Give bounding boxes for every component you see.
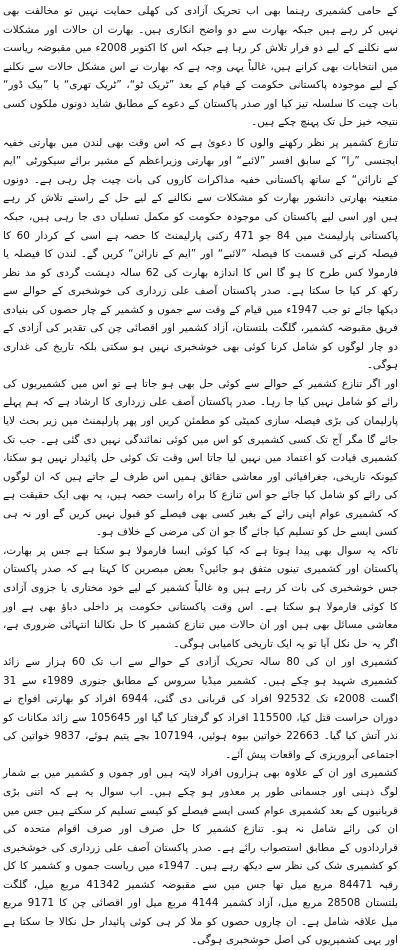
article-paragraph-3: اور اگر تنازع کشمیر کے حوالے سے کوئی حل بھی ہو جاتا ہے تو اس میں کشمیریوں کی رائے کو شامل نہیں کیا جا رہا۔ صدر پاکستان آصف علی زرداری کا ارشاد ہے کہ ہم پہلے پارلیمان کی بڑی فیصلہ سازی کمیٹی کو مطمئن کریں اور پھر پارلیمنٹ میں زیر بحث لایا جائے گا مگر آج تک کسی کشمیری کو اس میں کوئی نمائندگی نہیں دی گئی ہے۔ جب تک کشمیری قیادت کو اعتماد میں نہیں لیا جاتا اس وقت تک کوئی حل پائیدار نہیں ہو سکتا، کیونکہ تاریخی، جغرافیائی اور معاشی حقائق ہمیں اس طرف لے جاتے ہیں کہ ان لوگوں کی رائے کو شامل کیا جائے جو اس تنازع کا براہ راست حصہ ہیں، یہ بھی ایک حقیقت ہے کہ کشمیری عوام اپنی رائے کے بغیر کسی بھی فیصلے کو قبول نہیں کریں گے اور نہ ہی کسی ایسے حل کو تسلیم کیا جائے گا جو ان کی مرضی کے خلاف ہو۔ [3, 377, 398, 539]
article-paragraph-2: تنازع کشمیر پر نظر رکھنے والوں کا دعویٰ ہے کہ اس وقت بھی لندن میں بھارتی خفیہ ایجنسی ”را“ کے سابق افسر ”لائبے“ اور بھارتی وزیراعظم کے مشیر برائے سیکورٹی ”ایم کے نارائن“ کے ساتھ پاکستانی خفیہ مذاکرات کاروں کی بات چیت چل رہی ہے۔ دونوں متعینہ بھارتی دانشور بھارت کو مشکلات سے نکالنے کے لیے حل کے راستے تلاش کر رہے ہیں اور اسی لیے پاکستان کی موجودہ حکومت کو مکمل تسلیاں دی جا رہی ہیں، جبکہ پاکستانی پارلیمنٹ میں 84 جو 471 رکنی پارلیمنٹ کا حصہ ہے اسی کے کردار 60 کا فیصلہ کرنے کی قسمت کا فیصلہ ”لائبے“ اور ”ایم کے نارائن“ کریں گے۔ لندن کا فیصلہ یا فارمولا کس طرح کا ہو گا اس کا اندازہ بھارت کی 62 سالہ دہشت گردی کو مد نظر رکھ کر کیا جا سکتا ہے۔ صدر پاکستان آصف علی زرداری کی خوشخبری کے حوالے سے دیکھا جائے تو جب 1947ء میں قیام کے وقت سے جموں و کشمیر کے چار حصوں کی بنیادی فریق مقبوضہ کشمیر، گلگت بلتستان، آزاد کشمیر اور اقصائی چن کی تقدیر کی آزادی کے دو چار لوگوں کو شامل کرنا کوئی بھی خوشخبری نہیں ہو سکتی بلکہ تاریخ کی غداری ہوگی۔ [3, 136, 399, 372]
article-paragraph-6: کشمیری اور ان کے علاوہ بھی ہزاروں افراد لاپتہ ہیں اور جموں و کشمیر میں بے شمار لوگ ذہنی اور جسمانی طور پر معذور ہو چکے ہیں۔ اب سوال یہ ہے کہ اتنی بڑی قربانیوں کے بعد کشمیری عوام کسی ایسے فیصلے کو کیسے تسلیم کر سکتے ہیں جس میں ان کی رائے شامل نہ ہو۔ تنازع کشمیر کا حل صرف اور صرف اقوام متحدہ کی قراردادوں کے مطابق استصواب رائے ہے۔ صدر پاکستان آصف علی زرداری کی خوشخبری کو کشمیری شک کی نظر سے دیکھ رہے ہیں۔ 1947ء میں ریاست جموں و کشمیر کا کل رقبہ 84471 مربع میل تھا جس میں سے مقبوضہ کشمیر 41342 مربع میل، گلگت بلتستان 28508 مربع میل، آزاد کشمیر 4144 مربع میل اور اقصائی چن کا 9171 مربع میل علاقہ شامل ہے۔ ان چاروں حصوں کو ملا کر ہی کوئی پائیدار حل نکالا جا سکتا ہے اور یہی کشمیریوں کی اصل خوشخبری ہوگی۔ [3, 767, 398, 947]
urdu-article-column [3, 2, 399, 947]
article-paragraph-4: تاکہ یہ سوال بھی پیدا ہوتا ہے کہ کیا کوئی ایسا فارمولا ہو سکتا ہے جس پر بھارت، پاکستان اور کشمیری تینوں متفق ہو جائیں؟ بعض مبصرین کا کہنا ہے کہ صدر پاکستان جس خوشخبری کی بات کر رہے ہیں وہ غالباً کشمیر کے لیے خود مختاری یا جزوی آزادی کا کوئی فارمولا ہو سکتا ہے۔ اس وقت پاکستانی حکومت پر داخلی دباؤ بھی ہے اور معاشی مسائل بھی ہیں اور ان حالات میں تنازع کشمیر کا حل نکالنا انتہائی ضروری ہے، اگر یہ حل نکل آیا تو یہ ایک تاریخی کامیابی ہوگی۔ [3, 544, 398, 650]
article-paragraph-1: کے حامی کشمیری رہنما بھی اب تحریک آزادی کی کھلی حمایت نہیں تو مخالفت بھی نہیں کر رہے ہیں جبکہ بھارت سے دو واضح انکاری ہیں۔ بھارت ان حالات اور مشکلات سے نکلنے کے لیے دو فرار تلاش کر رہا ہے جبکہ اس کا اکتوبر 2008ء میں مقبوضہ ریاست میں انتخابات بھی کرانے ہیں، غالباً یہی وجہ ہے کہ بھارت نے اس مشکل حالات سے نکلنے کے لیے موجودہ پاکستانی حکومت کے قیام کے بعد ”ٹریک ٹو“، ”ٹریک تھری“ یا ”بیک ڈور“ بات چیت کا سلسلہ تیز کیا اور صدر پاکستان کے دعوے کے مطابق شاید دونوں ملکوں کسی نتیجہ خیز حل تک پہنچ چکے ہیں۔ [3, 5, 398, 129]
article-paragraph-5: کشمیری اور ان کی 80 سالہ تحریک آزادی کے حوالے سے اب تک 60 ہزار سے زائد کشمیری شہید ہو چکے ہیں۔ کشمیر میڈیا سروس کے مطابق جنوری 1989ء سے 31 اگست 2008ء تک 92532 افراد کی قربانی دی گئی، 6944 افراد کو بھارتی افواج نے دوران حراست قتل کیا، 115500 افراد کو گرفتار کیا گیا اور 105645 سے زائد مکانات کو نذر آتش کیا گیا۔ 22663 خواتین بیوہ ہوئیں، 107194 بچے یتیم ہوئے، 9837 خواتین کی اجتماعی آبروریزی کے واقعات پیش آئے۔ [3, 656, 399, 761]
